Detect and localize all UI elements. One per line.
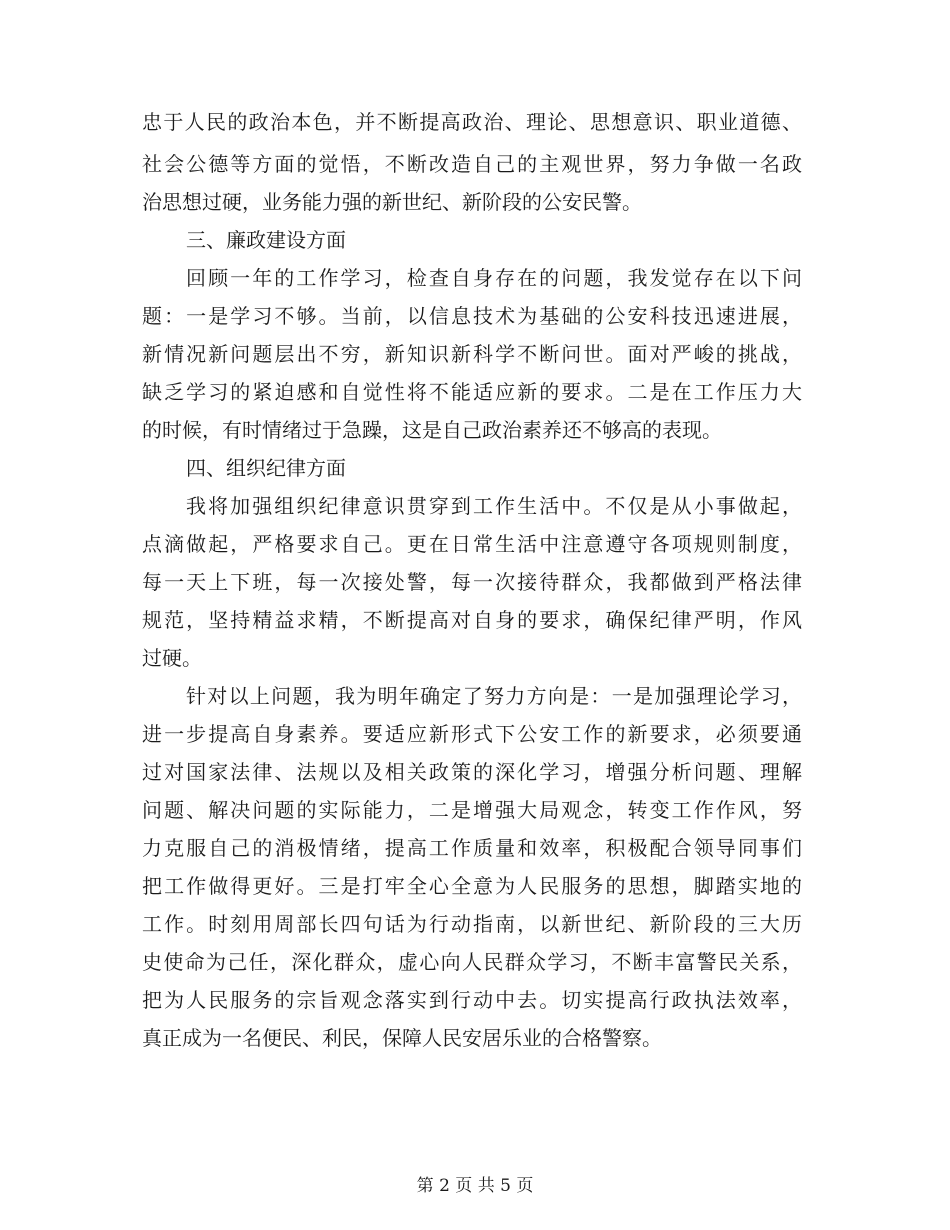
body-text-line: 工作。时刻用周部长四句话为行动指南，以新世纪、新阶段的三大历 (142, 912, 802, 936)
section-heading: 四、组织纪律方面 (186, 456, 346, 480)
body-text-line: 每一天上下班，每一次接处警，每一次接待群众，我都做到严格法律 (142, 570, 802, 594)
body-text-line: 忠于人民的政治本色，并不断提高政治、理论、思想意识、职业道德、 (142, 110, 802, 134)
body-text-line: 针对以上问题，我为明年确定了努力方向是：一是加强理论学习， (186, 684, 802, 708)
body-text-line: 社会公德等方面的觉悟，不断改造自己的主观世界，努力争做一名政 (142, 152, 802, 176)
body-text-line: 的时候，有时情绪过于急躁，这是自己政治素养还不够高的表现。 (142, 418, 722, 442)
body-text-line: 力克服自己的消极情绪，提高工作质量和效率，积极配合领导同事们 (142, 836, 802, 860)
body-text-line: 点滴做起，严格要求自己。更在日常生活中注意遵守各项规则制度， (142, 532, 802, 556)
body-text-line: 新情况新问题层出不穷，新知识新科学不断问世。面对严峻的挑战， (142, 342, 802, 366)
body-text-line: 真正成为一名便民、利民，保障人民安居乐业的合格警察。 (142, 1026, 662, 1050)
body-text-line: 缺乏学习的紧迫感和自觉性将不能适应新的要求。二是在工作压力大 (142, 380, 802, 404)
section-heading: 三、廉政建设方面 (186, 228, 346, 252)
body-text-line: 规范，坚持精益求精，不断提高对自身的要求，确保纪律严明，作风 (142, 608, 802, 632)
body-text-line: 问题、解决问题的实际能力，二是增强大局观念，转变工作作风，努 (142, 798, 802, 822)
body-text-line: 过硬。 (142, 646, 202, 670)
body-text-line: 回顾一年的工作学习，检查自身存在的问题，我发觉存在以下问 (186, 266, 802, 290)
body-text-line: 我将加强组织纪律意识贯穿到工作生活中。不仅是从小事做起， (186, 494, 802, 518)
body-text-line: 进一步提高自身素养。要适应新形式下公安工作的新要求，必须要通 (142, 722, 802, 746)
body-text-line: 治思想过硬，业务能力强的新世纪、新阶段的公安民警。 (142, 190, 642, 214)
body-text-line: 题：一是学习不够。当前，以信息技术为基础的公安科技迅速进展， (142, 304, 802, 328)
body-text-line: 把工作做得更好。三是打牢全心全意为人民服务的思想，脚踏实地的 (142, 874, 802, 898)
body-text-line: 史使命为己任，深化群众，虚心向人民群众学习，不断丰富警民关系， (142, 950, 802, 974)
page-number-footer: 第 2 页 共 5 页 (416, 1176, 534, 1196)
body-text-line: 过对国家法律、法规以及相关政策的深化学习，增强分析问题、理解 (142, 760, 802, 784)
body-text-line: 把为人民服务的宗旨观念落实到行动中去。切实提高行政执法效率， (142, 988, 802, 1012)
